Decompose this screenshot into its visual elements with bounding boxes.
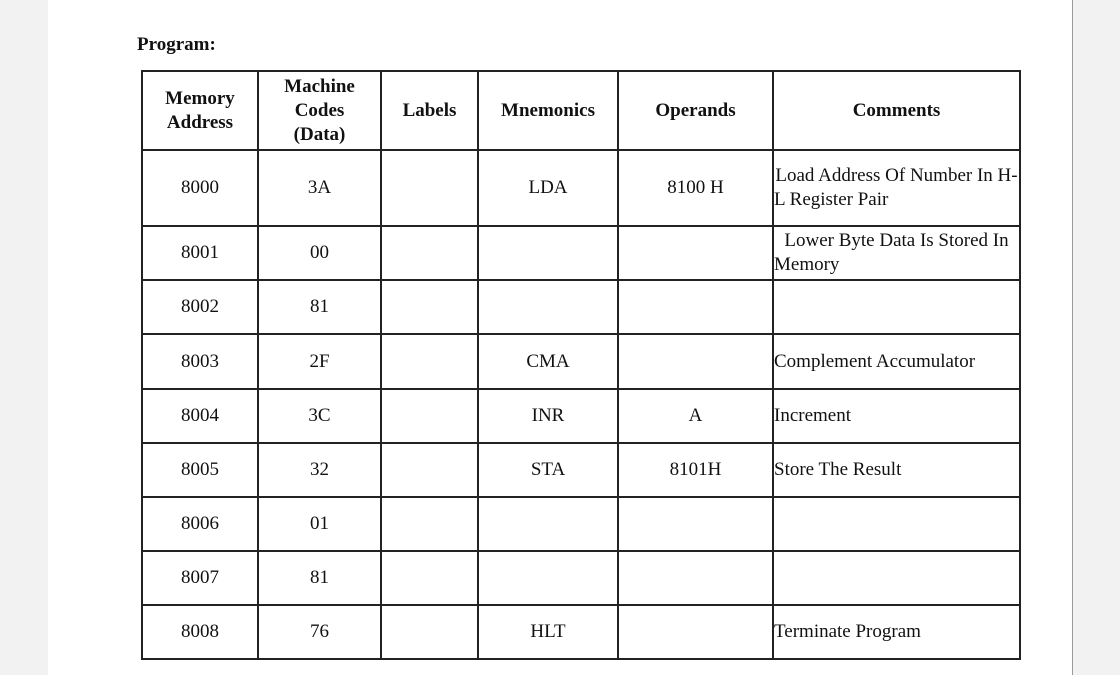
- cell-mnemonic: LDA: [478, 150, 618, 226]
- cell-address: 8000: [142, 150, 258, 226]
- cell-code: 00: [258, 226, 381, 280]
- cell-operand: 8100 H: [618, 150, 773, 226]
- cell-comment: Lower Byte Data Is Stored In Memory: [773, 226, 1020, 280]
- cell-operand: [618, 280, 773, 334]
- cell-address: 8005: [142, 443, 258, 497]
- program-table: [141, 70, 1021, 660]
- cell-mnemonic: INR: [478, 389, 618, 443]
- header-machine-codes-line-2: Codes: [294, 99, 345, 121]
- table-row: [142, 551, 1020, 605]
- cell-address: 8002: [142, 280, 258, 334]
- cell-operand: [618, 334, 773, 389]
- cell-comment: Increment: [773, 389, 1020, 443]
- cell-label: [381, 280, 478, 334]
- header-comments: Comments: [773, 71, 1020, 150]
- header-machine-codes-line-1: Machine: [284, 75, 355, 97]
- cell-code: 3C: [258, 389, 381, 443]
- program-heading: Program:: [137, 34, 216, 55]
- cell-mnemonic: [478, 280, 618, 334]
- cell-comment: Complement Accumulator: [773, 334, 1020, 389]
- table-row: [142, 150, 1020, 226]
- table-row: [142, 443, 1020, 497]
- cell-label: [381, 551, 478, 605]
- cell-operand: A: [618, 389, 773, 443]
- cell-code: 81: [258, 551, 381, 605]
- cell-mnemonic: CMA: [478, 334, 618, 389]
- cell-mnemonic: HLT: [478, 605, 618, 659]
- cell-comment: Store The Result: [773, 443, 1020, 497]
- cell-mnemonic: [478, 497, 618, 551]
- viewer-left-margin: [0, 0, 49, 675]
- cell-comment: [773, 280, 1020, 334]
- header-mnemonics: Mnemonics: [478, 71, 618, 150]
- cell-address: 8008: [142, 605, 258, 659]
- header-operands: Operands: [618, 71, 773, 150]
- table-header-row: [142, 71, 1020, 150]
- cell-operand: [618, 605, 773, 659]
- cell-comment: Terminate Program: [773, 605, 1020, 659]
- cell-comment: [773, 551, 1020, 605]
- cell-comment: [773, 497, 1020, 551]
- table-row: [142, 226, 1020, 280]
- cell-code: 76: [258, 605, 381, 659]
- header-memory-address-line-1: Memory: [165, 87, 235, 109]
- table-row: [142, 334, 1020, 389]
- cell-operand: 8101H: [618, 443, 773, 497]
- cell-label: [381, 226, 478, 280]
- cell-comment: Load Address Of Number In H-L Register Pair: [773, 150, 1020, 226]
- header-memory-address-line-2: Address: [166, 111, 234, 133]
- cell-address: 8003: [142, 334, 258, 389]
- viewer-right-margin: [1072, 0, 1120, 675]
- cell-mnemonic: [478, 551, 618, 605]
- table-row: [142, 605, 1020, 659]
- cell-label: [381, 150, 478, 226]
- cell-mnemonic: STA: [478, 443, 618, 497]
- cell-label: [381, 497, 478, 551]
- cell-code: 2F: [258, 334, 381, 389]
- cell-address: 8006: [142, 497, 258, 551]
- cell-mnemonic: [478, 226, 618, 280]
- cell-address: 8004: [142, 389, 258, 443]
- table-row: [142, 389, 1020, 443]
- cell-operand: [618, 226, 773, 280]
- table-row: [142, 497, 1020, 551]
- cell-label: [381, 443, 478, 497]
- header-labels: Labels: [381, 71, 478, 150]
- cell-label: [381, 334, 478, 389]
- cell-label: [381, 605, 478, 659]
- cell-code: 81: [258, 280, 381, 334]
- cell-code: 01: [258, 497, 381, 551]
- cell-operand: [618, 551, 773, 605]
- cell-operand: [618, 497, 773, 551]
- cell-code: 32: [258, 443, 381, 497]
- table-row: [142, 280, 1020, 334]
- cell-address: 8001: [142, 226, 258, 280]
- cell-code: 3A: [258, 150, 381, 226]
- cell-address: 8007: [142, 551, 258, 605]
- cell-label: [381, 389, 478, 443]
- header-machine-codes-line-3: (Data): [293, 123, 346, 145]
- header-memory-address: [142, 71, 258, 150]
- header-machine-codes: [258, 71, 381, 150]
